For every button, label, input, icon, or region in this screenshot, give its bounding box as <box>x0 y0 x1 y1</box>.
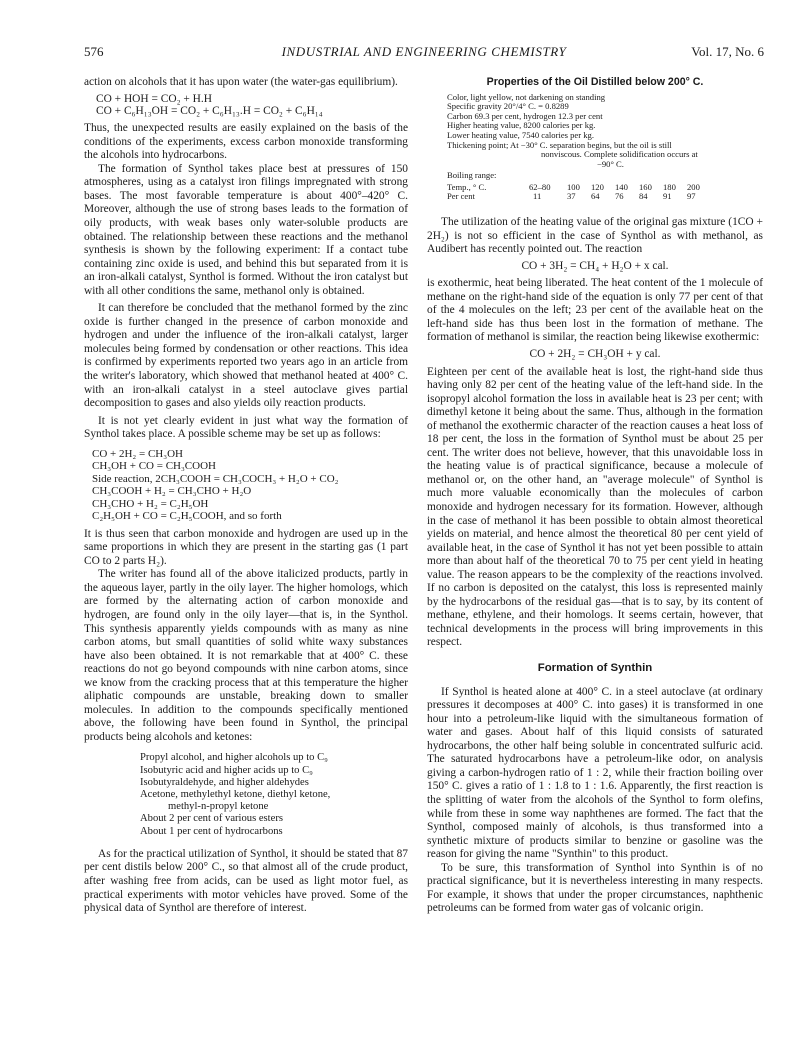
equation: CO + HOH = CO₂ + H.H <box>96 92 212 105</box>
list-item: Acetone, methylethyl ketone, diethyl ketone, <box>140 789 331 801</box>
table-cell: 140 <box>615 181 628 192</box>
property-line: −90° C. <box>597 158 624 169</box>
table-cell: 160 <box>639 181 652 192</box>
scheme-line: CH₃OH + CO = CH₃COOH <box>92 460 216 473</box>
equation-block <box>96 93 408 119</box>
table-cell: 200 <box>687 181 700 192</box>
property-line: Thickening point; At −30° C. separation begins, but the oil is still <box>447 139 672 150</box>
paragraph: The utilization of the heating value of the original gas mixture (1CO + 2H₂) is not so efficient in the case of Synthol as with methanol, as Audibert has recently pointed out. The reaction <box>427 216 763 256</box>
property-line: Carbon 69.3 per cent, hydrogen 12.3 per cent <box>447 110 603 121</box>
section-title: Formation of Synthin <box>537 662 653 675</box>
property-line: nonviscous. Complete solidification occurs at <box>541 149 698 160</box>
page-number: 576 <box>84 44 104 59</box>
list-item: About 2 per cent of various esters <box>140 813 283 825</box>
paragraph: It is thus seen that carbon monoxide and hydrogen are used up in the same proportions in which they are present in the starting gas (1 part CO to 2 parts H₂). <box>84 527 408 567</box>
table-row <box>437 192 711 202</box>
table-cell: 100 <box>567 181 580 192</box>
scheme-line: CO + 2H₂ = CH₃OH <box>92 447 183 460</box>
journal-title: INDUSTRIAL AND ENGINEERING CHEMISTRY <box>281 44 567 59</box>
paragraph: To be sure, this transformation of Synthol into Synthin is of no practical significance, but it is nevertheless interesting in many respects. For example, it shows that under the proper circumstances, naphthenic petroleums can be formed from water gas of volcanic origin. <box>427 861 763 915</box>
scheme-line: CH₃CHO + H₂ = C₂H₅OH <box>92 497 209 510</box>
running-header <box>84 44 764 60</box>
paragraph: action on alcohols that it has upon water (the water-gas equilibrium). <box>84 76 398 88</box>
paragraph: The formation of Synthol takes place best at pressures of 150 atmospheres, using as a catalyst iron filings impregnated with strong bases. The most favorable temperature is about 400°–420° C. Moreover, although the use of strong bases leads to the formation of oily products, with weak bases only water-soluble products are obtained. The relationship between these reactions and the methanol synthesis is shown by the following experiment: If a contact tube containing zinc oxide is used, and behind this but separated from it is an iron-alkali catalyst, Synthol is formed. Without the iron catalyst but with all other conditions the same, methanol only is obtained. <box>84 162 408 297</box>
properties-table-title: Properties of the Oil Distilled below 200° C. <box>486 76 704 88</box>
paragraph: It is not yet clearly evident in just what way the formation of Synthol takes place. A possible scheme may be set up as follows: <box>84 414 408 441</box>
right-column <box>427 76 763 916</box>
scheme-line: Side reaction, 2CH₃COOH = CH₃COCH₃ + H₂O + CO₂ <box>92 472 339 485</box>
properties-list <box>447 93 763 181</box>
table-cell: 84 <box>639 191 648 202</box>
table-cell: 11 <box>533 191 542 202</box>
row-label: Temp., ° C. <box>447 181 487 192</box>
boiling-range-table <box>437 183 711 202</box>
equation: CO + 3H₂ = CH₄ + H₂O + x cal. <box>521 259 669 272</box>
scheme-line: CH₃COOH + H₂ = CH₃CHO + H₂O <box>92 485 252 498</box>
table-cell: 97 <box>687 191 696 202</box>
reaction-scheme <box>92 448 408 523</box>
paragraph: is exothermic, heat being liberated. The heat content of the 1 molecule of methane on the right-hand side of the equation is only 77 per cent of that of the 4 molecules on the left; 23 per cent of the available heat on the left-hand side has thus been lost in the formation of methane. The formation of methanol is similar, the reaction being likewise exothermic: <box>427 277 763 344</box>
paragraph: If Synthol is heated alone at 400° C. in a steel autoclave (at ordinary pressures it decomposes at 400° C. into gases) it is transformed in one hour into a petroleum-like liquid with the simultaneous formation of water and gases. About half of this liquid consists of saturated hydrocarbons, the other half being soluble in concentrated sulfuric acid. The saturated hydrocarbons have a petroleum-like odor, on analysis giving a carbon-hydrogen ratio of 1 : 2, while their fraction boiling over 150° C. gives a ratio of 1 : 1.8 to 1 : 1.6. Apparently, the first reaction is the splitting of water from the alcohols of the Synthol to form olefins, while from these in some way naphthenes are formed. The fact that the Synthol, composed mainly of alcohols, is thus transformed into a synthetic mixture of products similar to benzine or gasoline was the reason for giving the name "Synthin" to this product. <box>427 685 763 861</box>
property-line: Higher heating value, 8200 calories per kg. <box>447 120 596 131</box>
volume-issue: Vol. 17, No. 6 <box>691 44 764 59</box>
table-cell: 37 <box>567 191 576 202</box>
list-item: Propyl alcohol, and higher alcohols up to C₉ <box>140 752 328 764</box>
table-cell: 120 <box>591 181 604 192</box>
paragraph: As for the practical utilization of Synthol, it should be stated that 87 per cent distils below 200° C., so that almost all of the crude product, after washing free from acids, can be used as light motor fuel, as practical experiments with motor vehicles have proved. Some of the physical data of Synthol are therefore of interest. <box>84 847 408 915</box>
paragraph: Thus, the unexpected results are easily explained on the basis of the conditions of the experiments, excess carbon monoxide transforming the alcohols into hydrocarbons. <box>84 122 408 162</box>
table-cell: 180 <box>663 181 676 192</box>
equation: CO + C₆H₁₃OH = CO₂ + C₆H₁₃.H = CO₂ + C₆H₁₄ <box>96 105 323 118</box>
paragraph: Eighteen per cent of the available heat is lost, the right-hand side thus having only 82 per cent of the heating value of the left-hand side. In the isopropyl alcohol formation the loss in available heat is 23 per cent; with dimethyl ketone it being about the same. Thus, although in the formation of methanol the exothermic character of the reaction causes a heat loss of 18 per cent, the loss in the formation of Synthol must be about 25 per cent. The writer does not believe, however, that this unavoidable loss in the heating value is of practical significance, because a molecule of methanol or, on the other hand, an "average molecule" of Synthol is much more valuable economically than the molecules of carbon monoxide and hydrogen necessary for its formation. However, although in the case of methanol it has been possible to obtain almost theoretical yields on material, and hence almost the theoretical 80 per cent yield of available heat, in the case of Synthol it has not yet been possible to attain more than about half of the theoretical 70 to 75 per cent yield in heating value. The reason appears to be the complexity of the reactions involved. If no carbon is deposited on the catalyst, this loss is represented mainly by the hydrocarbons of the residual gas—that is to say, by its content of methane, ethylene, and their homologs. It seems certain, however, that technical developments in the process will bring improvements in this respect. <box>427 365 763 649</box>
list-item: methyl-n-propyl ketone <box>168 801 269 813</box>
table-cell: 62–80 <box>529 181 551 192</box>
list-item: Isobutyric acid and higher acids up to C₉ <box>140 764 313 776</box>
property-line: Color, light yellow, not darkening on standing <box>447 91 606 102</box>
property-line: Specific gravity 20°/4° C. = 0.8289 <box>447 101 569 112</box>
left-column <box>84 76 408 916</box>
boiling-range-label: Boiling range: <box>447 170 497 181</box>
list-item: About 1 per cent of hydrocarbons <box>140 825 283 837</box>
paragraph: The writer has found all of the above italicized products, partly in the aqueous layer, partly in the oily layer. The higher homologs, which are formed by the alternating action of carbon monoxide and hydrogen, are found only in the oily layer—that is, in the Synthol. This synthesis apparently yields compounds with as many as nine carbon atoms, but small quantities of solid white waxy substances have also been obtained. It is not remarkable that at 400° C. these reactions do not go beyond compounds with nine carbon atoms, since we know from the cracking process that at this temperature the higher aliphatic compounds are unstable, breaking down to smaller molecules. In addition to the compounds specifically mentioned above, the following have been found in Synthol, the principal products being alcohols and ketones: <box>84 568 408 743</box>
row-label: Per cent <box>447 191 475 202</box>
product-list <box>140 752 408 837</box>
table-cell: 76 <box>615 191 624 202</box>
paragraph: It can therefore be concluded that the methanol formed by the zinc oxide is further changed in the presence of carbon monoxide and hydrogen and under the influence of the iron-alkali catalyst, larger molecules being formed by condensation or other reactions. This idea is confirmed by experiments reported two years ago in an article from the writer's laboratory, which showed that methanol heated at 400° C. with an iron-alkali catalyst in a steel autoclave gives partial decomposition to gases and also yields oily reaction products. <box>84 302 408 410</box>
list-item: Isobutyraldehyde, and higher aldehydes <box>140 776 309 788</box>
scheme-line: C₂H₅OH + CO = C₂H₅COOH, and so forth <box>92 510 282 523</box>
equation: CO + 2H₂ = CH₃OH + y cal. <box>529 348 661 360</box>
table-cell: 91 <box>663 191 672 202</box>
table-cell: 64 <box>591 191 600 202</box>
property-line: Lower heating value, 7540 calories per kg. <box>447 129 594 140</box>
